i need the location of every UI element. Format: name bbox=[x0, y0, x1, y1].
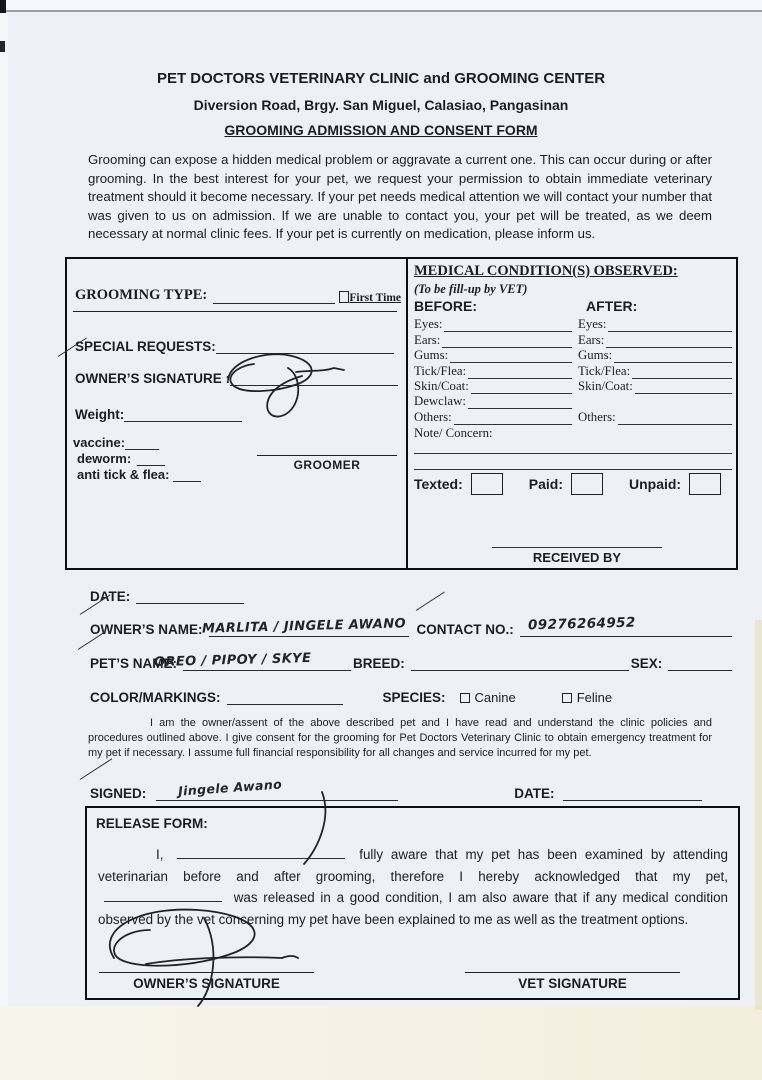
signed-date-line bbox=[563, 787, 702, 801]
scan-top-strip bbox=[0, 0, 762, 10]
breed-line bbox=[411, 657, 629, 671]
note-line bbox=[414, 453, 732, 454]
species-option-canine: Canine bbox=[460, 690, 516, 705]
paid-label: Paid: bbox=[528, 476, 563, 492]
after-heading: AFTER: bbox=[586, 298, 638, 314]
medical-row: Ears: Ears: bbox=[414, 332, 732, 347]
medical-row: Gums: Gums: bbox=[414, 348, 732, 363]
owner-signature-caption: OWNER’S SIGNATURE bbox=[133, 976, 280, 991]
sex-line bbox=[668, 657, 732, 671]
medical-row: Others: Others: bbox=[414, 409, 732, 424]
anti-tick-flea-line bbox=[173, 468, 201, 482]
breed-label: BREED: bbox=[353, 656, 405, 671]
form-title: GROOMING ADMISSION AND CONSENT FORM bbox=[224, 122, 538, 138]
owner-signature-label: OWNER’S SIGNATURE : bbox=[75, 371, 230, 386]
special-requests-label: SPECIAL REQUESTS: bbox=[75, 339, 216, 354]
pen-tick-mark bbox=[80, 758, 112, 780]
release-title: RELEASE FORM: bbox=[96, 816, 208, 831]
date-label: DATE: bbox=[90, 589, 131, 604]
vaccine-label: vaccine: bbox=[73, 435, 126, 450]
medical-rows bbox=[414, 317, 732, 425]
scan-bottom-strip bbox=[0, 1006, 762, 1080]
clinic-name: PET DOCTORS VETERINARY CLINIC and GROOMING CENTER bbox=[156, 70, 606, 87]
texted-checkbox-icon bbox=[471, 473, 503, 495]
pet-name-label: PET’S NAME: bbox=[90, 656, 178, 671]
box-divider bbox=[406, 259, 408, 568]
unpaid-label: Unpaid: bbox=[628, 476, 682, 492]
groomer-block bbox=[257, 441, 397, 472]
note-concern-label: Note/ Concern: bbox=[414, 426, 493, 440]
species-label: SPECIES: bbox=[382, 690, 446, 705]
species-option-feline: Feline bbox=[562, 690, 612, 705]
feline-checkbox-icon bbox=[562, 693, 572, 703]
color-markings-label: COLOR/MARKINGS: bbox=[90, 690, 221, 705]
unpaid-checkbox-icon bbox=[689, 473, 721, 495]
deworm-line bbox=[137, 452, 165, 466]
date-line bbox=[136, 590, 244, 604]
scan-edge-tint bbox=[755, 620, 762, 1010]
medical-row: Eyes: Eyes: bbox=[414, 317, 732, 332]
signature-scribble bbox=[210, 342, 350, 434]
clinic-address: Diversion Road, Brgy. San Miguel, Calasiao, Pangasinan bbox=[193, 97, 569, 113]
pet-name-value: OREO / PIPOY / SKYE bbox=[153, 650, 312, 671]
first-time-checkbox-icon bbox=[339, 291, 349, 303]
scan-speck bbox=[0, 0, 6, 13]
owner-name-value: MARLITA / JINGELE AWANO bbox=[201, 616, 407, 637]
contact-no-label: CONTACT NO.: bbox=[416, 622, 514, 637]
before-heading: BEFORE: bbox=[414, 298, 477, 314]
release-paragraph: I, fully aware that my pet has been examined by attending veterinarian before and after grooming, therefore I hereby acknowledged that my pet, was released in a good condition, I am also aware that if any medical condition observed by the vet concerning my pet have been explained to me as well as the treatment options. bbox=[98, 847, 728, 927]
medical-row: Dewclaw: bbox=[414, 394, 732, 409]
vaccine-line bbox=[125, 436, 159, 450]
paid-checkbox-icon bbox=[571, 473, 603, 495]
received-by-label: RECEIVED BY bbox=[532, 550, 622, 565]
weight-label: Weight: bbox=[75, 407, 125, 422]
signed-label: SIGNED: bbox=[90, 786, 147, 801]
medical-title: MEDICAL CONDITION(S) OBSERVED: bbox=[414, 263, 678, 279]
scan-speck bbox=[0, 41, 5, 52]
intro-paragraph: Grooming can expose a hidden medical problem or aggravate a current one. This can occur during or after grooming. In the best interest for your pet, we request your permission to obtain immediate veterinary treatment should it become necessary. If your pet needs medical attention we will contact your number that was given to us on admission. If we are unable to contact you, your pet will be treated, as we deem necessary at normal clinic fees. If your pet is currently on medication, please inform us. bbox=[88, 152, 712, 242]
contact-no-value: 09276264952 bbox=[527, 614, 636, 634]
groomer-line bbox=[257, 441, 397, 456]
scan-top-line bbox=[0, 10, 762, 12]
grooming-medical-box bbox=[65, 257, 738, 570]
sex-label: SEX: bbox=[630, 656, 663, 671]
groomer-label: GROOMER bbox=[293, 458, 361, 472]
grooming-type-line-2 bbox=[73, 311, 397, 312]
signed-signature-value: Jingele Awano bbox=[177, 776, 283, 799]
owner-name-label: OWNER’S NAME: bbox=[90, 622, 203, 637]
deworm-label: deworm: bbox=[77, 451, 132, 466]
canine-checkbox-icon bbox=[460, 693, 470, 703]
medical-subtitle: (To be fill-up by VET) bbox=[414, 282, 528, 296]
first-time-label: First Time bbox=[349, 292, 401, 304]
vet-signature-block bbox=[465, 960, 680, 991]
grooming-type-label: GROOMING TYPE: bbox=[75, 287, 208, 303]
medical-row: Tick/Flea: Tick/Flea: bbox=[414, 363, 732, 378]
scan-edge-strip bbox=[0, 0, 8, 1010]
medical-row: Skin/Coat: Skin/Coat: bbox=[414, 379, 732, 394]
pen-tick-mark bbox=[416, 592, 445, 611]
anti-tick-flea-label: anti tick & flea: bbox=[77, 467, 170, 482]
received-by-line bbox=[492, 535, 662, 548]
color-markings-line bbox=[227, 691, 343, 705]
received-by-block bbox=[492, 535, 662, 565]
texted-label: Texted: bbox=[414, 476, 463, 492]
vet-signature-caption: VET SIGNATURE bbox=[518, 976, 627, 991]
vet-signature-line bbox=[465, 960, 680, 973]
consent-paragraph: I am the owner/assent of the above described pet and I have read and understand the clinic policies and procedures outlined above. I give consent for the grooming for Pet Doctors Veterinary Clinic to obtain emergency treatment for my pet if necessary. I assume full financial responsibility for all changes and service incurred for my pet. bbox=[88, 717, 712, 759]
release-signature-scribble bbox=[86, 896, 326, 1012]
signed-date-label: DATE: bbox=[514, 786, 555, 801]
grooming-type-line bbox=[213, 290, 335, 304]
note-line bbox=[414, 469, 732, 470]
signed-signature-tail bbox=[298, 790, 338, 868]
